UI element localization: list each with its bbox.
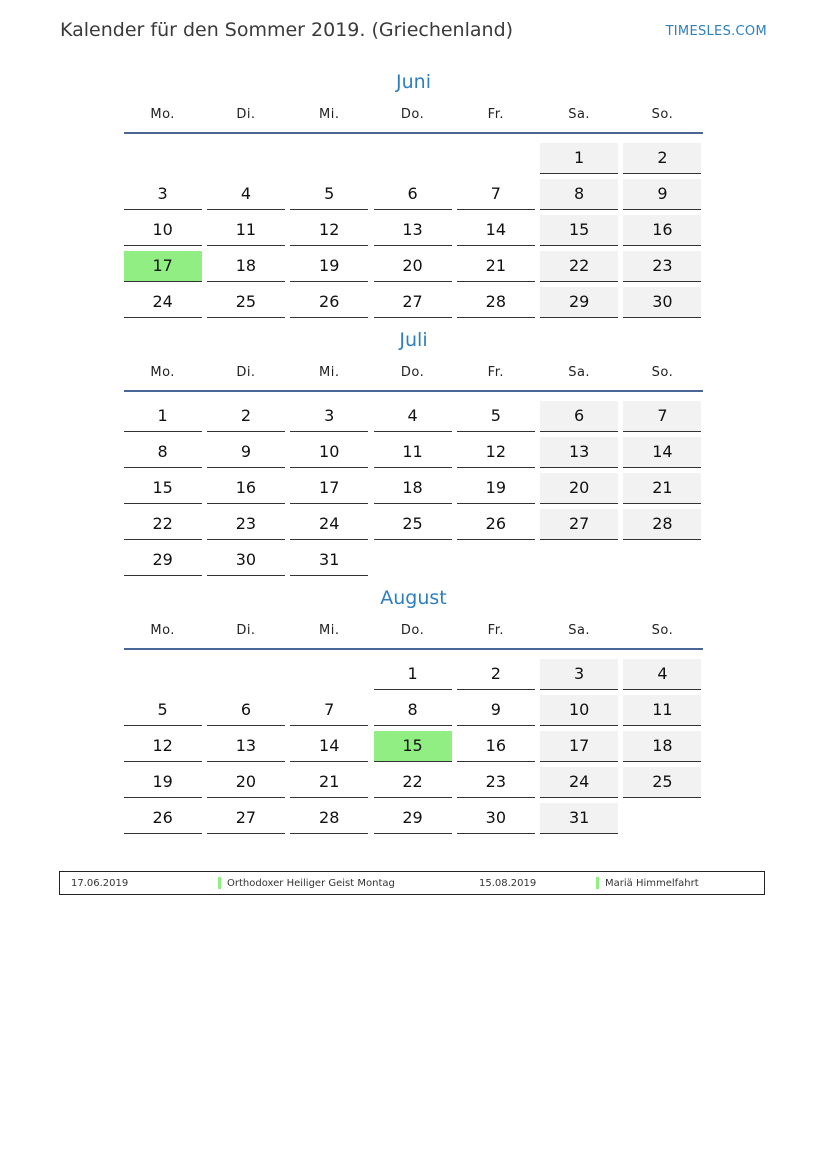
weekend-day: 15: [540, 215, 618, 246]
day-number: 27: [374, 287, 452, 318]
day-cell: [371, 799, 454, 835]
page-title: Kalender für den Sommer 2019. (Griechenland): [60, 19, 514, 41]
week-row: [121, 691, 706, 727]
day-cell: [121, 655, 204, 691]
day-number: 18: [374, 473, 452, 504]
day-cell: [621, 247, 704, 283]
day-number: 22: [374, 767, 452, 798]
day-cell: [371, 727, 454, 763]
day-cell: [204, 433, 287, 469]
day-cell: [454, 799, 537, 835]
day-cell: [537, 211, 620, 247]
day-number: 11: [374, 437, 452, 468]
day-cell: [537, 139, 620, 175]
day-cell: [371, 763, 454, 799]
weekend-day: 6: [540, 401, 618, 432]
day-cell: [371, 541, 454, 577]
day-cell: [454, 727, 537, 763]
month-title: August: [380, 587, 447, 609]
day-cell: [121, 763, 204, 799]
day-cell: [454, 505, 537, 541]
day-cell: [454, 655, 537, 691]
day-cell: [288, 469, 371, 505]
holiday-legend: [59, 871, 765, 895]
weekday-label: Mo.: [150, 364, 175, 380]
empty-day: [290, 143, 368, 174]
weekday-label: Di.: [236, 106, 256, 122]
day-cell: [537, 541, 620, 577]
day-number: 9: [457, 695, 535, 726]
holiday-marker: [218, 877, 221, 889]
day-number: 19: [124, 767, 202, 798]
holiday-day: 17: [124, 251, 202, 282]
weekday-label: So.: [651, 622, 674, 638]
day-cell: [537, 247, 620, 283]
day-cell: [621, 655, 704, 691]
day-cell: [121, 283, 204, 319]
day-cell: [204, 655, 287, 691]
empty-day: [207, 659, 285, 690]
weekend-day: 28: [623, 509, 701, 540]
month-grid: [121, 139, 706, 319]
day-cell: [204, 283, 287, 319]
weekday-label: Sa.: [568, 622, 591, 638]
legend-date: 15.08.2019: [479, 878, 537, 889]
day-number: 14: [290, 731, 368, 762]
day-cell: [121, 691, 204, 727]
day-number: 15: [124, 473, 202, 504]
weekday-label: Di.: [236, 622, 256, 638]
day-cell: [121, 433, 204, 469]
day-number: 20: [374, 251, 452, 282]
day-number: 19: [290, 251, 368, 282]
day-cell: [371, 505, 454, 541]
week-row: [121, 469, 706, 505]
day-cell: [537, 433, 620, 469]
day-number: 10: [290, 437, 368, 468]
day-number: 5: [124, 695, 202, 726]
day-cell: [288, 139, 371, 175]
week-row: [121, 175, 706, 211]
weekend-day: 21: [623, 473, 701, 504]
day-cell: [537, 175, 620, 211]
empty-day: [207, 143, 285, 174]
legend-date: 17.06.2019: [71, 878, 129, 889]
day-cell: [204, 541, 287, 577]
empty-day: [457, 143, 535, 174]
day-cell: [204, 763, 287, 799]
day-number: 1: [374, 659, 452, 690]
day-cell: [121, 247, 204, 283]
empty-day: [124, 143, 202, 174]
weekend-day: 29: [540, 287, 618, 318]
day-cell: [454, 211, 537, 247]
holiday-marker: [596, 877, 599, 889]
day-cell: [204, 727, 287, 763]
weekend-day: 1: [540, 143, 618, 174]
month-june: [121, 70, 706, 319]
week-row: [121, 139, 706, 175]
day-cell: [204, 691, 287, 727]
month-july: [121, 328, 706, 577]
day-cell: [288, 799, 371, 835]
day-cell: [621, 175, 704, 211]
month-grid: [121, 397, 706, 577]
brand-link[interactable]: TIMESLES.COM: [665, 24, 767, 39]
day-number: 8: [374, 695, 452, 726]
day-number: 7: [290, 695, 368, 726]
day-cell: [454, 139, 537, 175]
week-row: [121, 763, 706, 799]
weekend-day: 18: [623, 731, 701, 762]
day-cell: [288, 247, 371, 283]
weekday-label: Do.: [400, 106, 425, 122]
week-row: [121, 397, 706, 433]
day-number: 27: [207, 803, 285, 834]
day-cell: [454, 763, 537, 799]
day-number: 14: [457, 215, 535, 246]
day-cell: [371, 211, 454, 247]
day-number: 28: [290, 803, 368, 834]
day-number: 25: [207, 287, 285, 318]
legend-holiday-name: Mariä Himmelfahrt: [605, 878, 699, 889]
weekday-label: Do.: [400, 622, 425, 638]
day-cell: [121, 139, 204, 175]
day-number: 29: [374, 803, 452, 834]
day-cell: [204, 469, 287, 505]
day-number: 12: [290, 215, 368, 246]
weekend-day: 17: [540, 731, 618, 762]
day-cell: [288, 283, 371, 319]
day-number: 23: [457, 767, 535, 798]
day-number: 12: [124, 731, 202, 762]
day-cell: [621, 433, 704, 469]
month-august: [121, 586, 706, 835]
day-cell: [621, 763, 704, 799]
day-cell: [537, 727, 620, 763]
weekday-label: Mi.: [319, 364, 340, 380]
empty-day: [124, 659, 202, 690]
day-cell: [204, 247, 287, 283]
day-cell: [371, 247, 454, 283]
day-number: 16: [457, 731, 535, 762]
day-number: 22: [124, 509, 202, 540]
day-number: 3: [290, 401, 368, 432]
day-cell: [371, 433, 454, 469]
weekday-label: Fr.: [487, 364, 504, 380]
day-cell: [621, 211, 704, 247]
day-number: 6: [374, 179, 452, 210]
day-cell: [371, 655, 454, 691]
weekday-label: Mo.: [150, 106, 175, 122]
day-number: 18: [207, 251, 285, 282]
weekend-day: 3: [540, 659, 618, 690]
day-number: 24: [290, 509, 368, 540]
calendar-months: [121, 70, 706, 835]
day-cell: [288, 211, 371, 247]
weekend-day: 22: [540, 251, 618, 282]
day-cell: [288, 175, 371, 211]
weekday-label: Mi.: [319, 622, 340, 638]
day-number: 2: [207, 401, 285, 432]
weekday-label: Fr.: [487, 106, 504, 122]
day-number: 24: [124, 287, 202, 318]
week-row: [121, 433, 706, 469]
day-cell: [121, 505, 204, 541]
day-number: 21: [457, 251, 535, 282]
day-number: 26: [290, 287, 368, 318]
day-number: 26: [457, 509, 535, 540]
day-number: 10: [124, 215, 202, 246]
weekend-day: 25: [623, 767, 701, 798]
day-number: 21: [290, 767, 368, 798]
day-cell: [454, 433, 537, 469]
legend-holiday-name: Orthodoxer Heiliger Geist Montag: [227, 878, 395, 889]
day-cell: [371, 283, 454, 319]
day-cell: [537, 763, 620, 799]
day-cell: [288, 505, 371, 541]
week-row: [121, 283, 706, 319]
day-number: 31: [290, 545, 368, 576]
day-cell: [621, 397, 704, 433]
day-cell: [621, 283, 704, 319]
day-cell: [204, 175, 287, 211]
empty-day: [457, 545, 535, 576]
day-number: 7: [457, 179, 535, 210]
day-number: 3: [124, 179, 202, 210]
weekday-header-row: [121, 620, 706, 640]
weekend-day: 9: [623, 179, 701, 210]
day-cell: [454, 247, 537, 283]
day-number: 20: [207, 767, 285, 798]
day-number: 30: [457, 803, 535, 834]
holiday-day: 15: [374, 731, 452, 762]
day-cell: [371, 691, 454, 727]
month-title: Juni: [396, 71, 431, 93]
day-cell: [288, 541, 371, 577]
day-number: 23: [207, 509, 285, 540]
weekend-day: 2: [623, 143, 701, 174]
day-cell: [288, 433, 371, 469]
empty-day: [374, 143, 452, 174]
day-cell: [121, 469, 204, 505]
day-cell: [371, 397, 454, 433]
day-cell: [288, 691, 371, 727]
day-number: 5: [457, 401, 535, 432]
day-cell: [371, 175, 454, 211]
weekend-day: 4: [623, 659, 701, 690]
day-cell: [621, 139, 704, 175]
day-number: 6: [207, 695, 285, 726]
day-cell: [454, 283, 537, 319]
weekend-day: 16: [623, 215, 701, 246]
weekday-label: So.: [651, 364, 674, 380]
header-divider: [124, 390, 703, 392]
weekend-day: 7: [623, 401, 701, 432]
day-number: 25: [374, 509, 452, 540]
weekday-label: So.: [651, 106, 674, 122]
day-cell: [621, 541, 704, 577]
day-cell: [537, 655, 620, 691]
weekend-day: 10: [540, 695, 618, 726]
day-number: 13: [374, 215, 452, 246]
week-row: [121, 727, 706, 763]
day-cell: [121, 541, 204, 577]
day-cell: [121, 727, 204, 763]
day-cell: [121, 175, 204, 211]
weekend-day: 13: [540, 437, 618, 468]
day-cell: [454, 175, 537, 211]
day-cell: [621, 727, 704, 763]
day-cell: [454, 541, 537, 577]
month-title: Juli: [399, 329, 428, 351]
day-number: 4: [374, 401, 452, 432]
day-cell: [288, 397, 371, 433]
empty-day: [290, 659, 368, 690]
day-cell: [621, 505, 704, 541]
week-row: [121, 655, 706, 691]
day-cell: [621, 799, 704, 835]
day-cell: [121, 799, 204, 835]
day-number: 29: [124, 545, 202, 576]
day-cell: [204, 397, 287, 433]
header-divider: [124, 132, 703, 134]
weekday-label: Mi.: [319, 106, 340, 122]
day-number: 2: [457, 659, 535, 690]
month-grid: [121, 655, 706, 835]
empty-day: [540, 545, 618, 576]
week-row: [121, 541, 706, 577]
day-cell: [454, 469, 537, 505]
day-number: 4: [207, 179, 285, 210]
day-cell: [537, 397, 620, 433]
weekday-header-row: [121, 104, 706, 124]
day-cell: [537, 799, 620, 835]
weekend-day: 23: [623, 251, 701, 282]
weekend-day: 30: [623, 287, 701, 318]
weekend-day: 27: [540, 509, 618, 540]
weekday-label: Di.: [236, 364, 256, 380]
day-cell: [121, 397, 204, 433]
weekday-label: Do.: [400, 364, 425, 380]
header-divider: [124, 648, 703, 650]
empty-day: [623, 803, 701, 834]
week-row: [121, 799, 706, 835]
day-number: 5: [290, 179, 368, 210]
empty-day: [374, 545, 452, 576]
weekend-day: 31: [540, 803, 618, 834]
day-number: 11: [207, 215, 285, 246]
day-cell: [204, 139, 287, 175]
weekend-day: 11: [623, 695, 701, 726]
day-cell: [204, 799, 287, 835]
day-cell: [537, 283, 620, 319]
weekday-label: Mo.: [150, 622, 175, 638]
day-cell: [371, 469, 454, 505]
weekday-label: Sa.: [568, 106, 591, 122]
weekend-day: 8: [540, 179, 618, 210]
day-cell: [288, 727, 371, 763]
weekday-label: Sa.: [568, 364, 591, 380]
day-number: 19: [457, 473, 535, 504]
week-row: [121, 505, 706, 541]
day-cell: [371, 139, 454, 175]
week-row: [121, 211, 706, 247]
empty-day: [623, 545, 701, 576]
day-number: 16: [207, 473, 285, 504]
day-cell: [288, 655, 371, 691]
day-number: 9: [207, 437, 285, 468]
weekday-label: Fr.: [487, 622, 504, 638]
day-cell: [621, 691, 704, 727]
day-cell: [454, 691, 537, 727]
weekend-day: 20: [540, 473, 618, 504]
day-number: 26: [124, 803, 202, 834]
day-cell: [537, 691, 620, 727]
day-number: 8: [124, 437, 202, 468]
day-cell: [621, 469, 704, 505]
day-cell: [537, 505, 620, 541]
day-cell: [454, 397, 537, 433]
day-number: 17: [290, 473, 368, 504]
day-number: 28: [457, 287, 535, 318]
weekday-header-row: [121, 362, 706, 382]
day-number: 1: [124, 401, 202, 432]
day-cell: [288, 763, 371, 799]
day-number: 30: [207, 545, 285, 576]
day-number: 13: [207, 731, 285, 762]
weekend-day: 24: [540, 767, 618, 798]
week-row: [121, 247, 706, 283]
day-cell: [121, 211, 204, 247]
day-cell: [204, 211, 287, 247]
weekend-day: 14: [623, 437, 701, 468]
day-cell: [204, 505, 287, 541]
day-number: 12: [457, 437, 535, 468]
day-cell: [537, 469, 620, 505]
